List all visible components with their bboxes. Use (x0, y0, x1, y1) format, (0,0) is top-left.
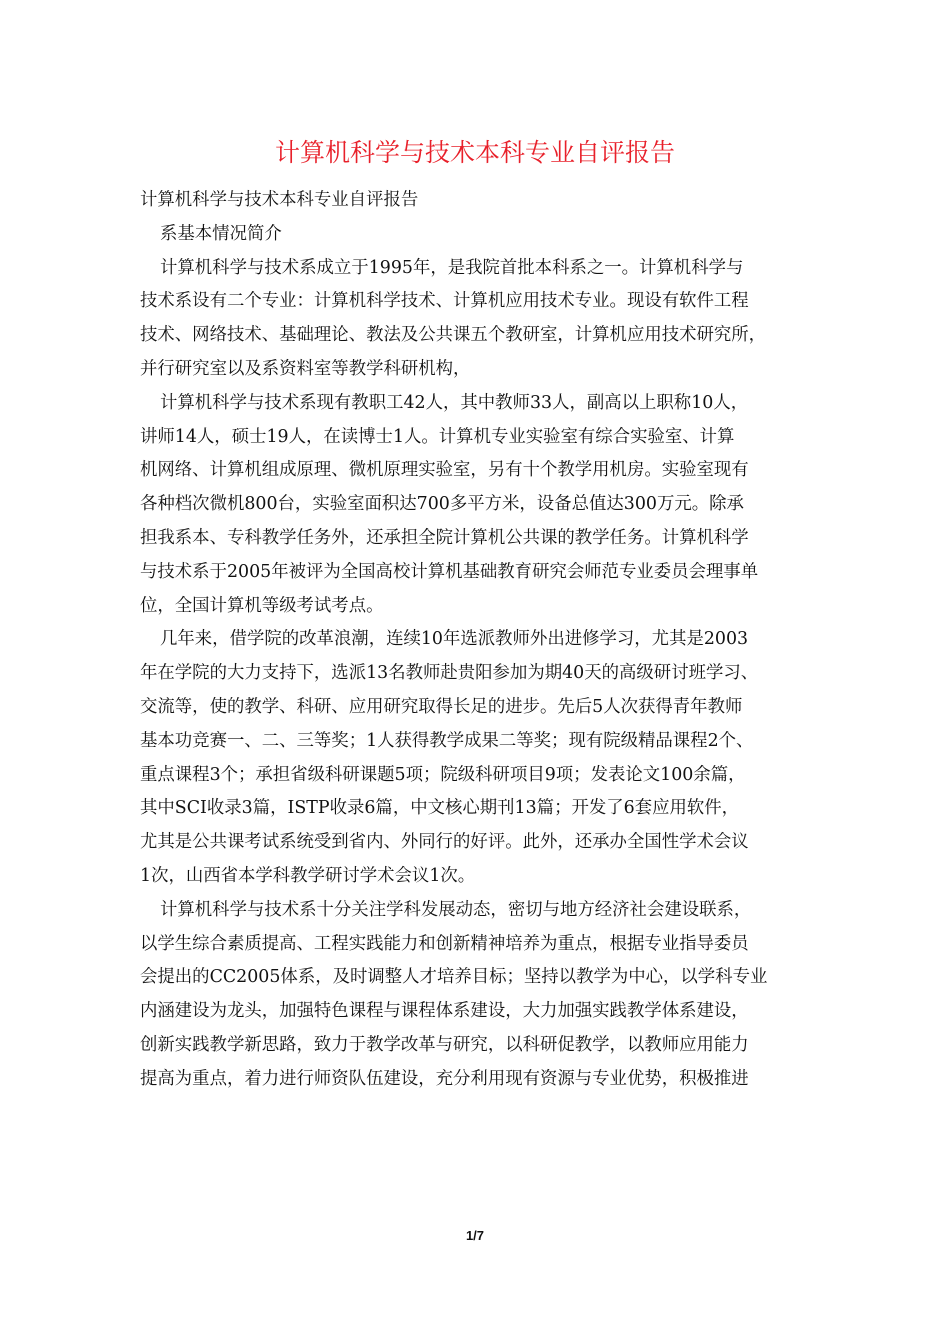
paragraph-line: 提高为重点，着力进行师资队伍建设，充分利用现有资源与专业优势，积极推进 (140, 1068, 749, 1089)
section-heading: 系基本情况简介 (160, 223, 282, 244)
document-body (140, 184, 820, 1097)
paragraph-line: 内涵建设为龙头，加强特色课程与课程体系建设，大力加强实践教学体系建设， (140, 1001, 749, 1022)
paragraph-line: 基本功竞赛一、二、三等奖；1人获得教学成果二等奖；现有院级精品课程2个、 (140, 730, 754, 751)
paragraph-line: 计算机科学与技术系现有教职工42人，其中教师33人，副高以上职称10人， (160, 392, 749, 413)
paragraph-line: 各种档次微机800台，实验室面积达700多平方米，设备总值达300万元。除承 (140, 494, 744, 515)
paragraph-line: 机网络、计算机组成原理、微机原理实验室，另有十个教学用机房。实验室现有 (140, 460, 749, 481)
paragraph-line: 并行研究室以及系资料室等教学科研机构， (140, 358, 471, 379)
paragraph-line: 技术系设有二个专业：计算机科学技术、计算机应用技术专业。现设有软件工程 (140, 291, 749, 312)
page-number: 1/7 (465, 1228, 485, 1243)
paragraph (140, 623, 820, 893)
paragraph-line: 位，全国计算机等级考试考点。 (140, 595, 384, 616)
paragraph-line: 与技术系于2005年被评为全国高校计算机基础教育研究会师范专业委员会理事单 (140, 561, 759, 582)
paragraph-line: 计算机科学与技术系十分关注学科发展动态，密切与地方经济社会建设联系， (160, 899, 752, 920)
paragraph-line: 几年来，借学院的改革浪潮，连续10年选派教师外出进修学习，尤其是2003 (160, 629, 749, 650)
paragraph (140, 252, 820, 387)
paragraph-line: 技术、网络技术、基础理论、教法及公共课五个教研室，计算机应用技术研究所， (140, 325, 767, 346)
paragraph-line: 年在学院的大力支持下，选派13名教师赴贵阳参加为期40天的高级研讨班学习、 (140, 663, 759, 684)
paragraph-line: 重点课程3个；承担省级科研课题5项；院级科研项目9项；发表论文100余篇， (140, 764, 746, 785)
paragraph-line: 创新实践教学新思路，致力于教学改革与研究，以科研促教学，以教师应用能力 (140, 1034, 749, 1055)
paragraph (140, 387, 820, 624)
paragraph-line: 其中SCI收录3篇，ISTP收录6篇，中文核心期刊13篇；开发了6套应用软件， (140, 798, 740, 819)
paragraph-line: 尤其是公共课考试系统受到省内、外同行的好评。此外，还承办全国性学术会议 (140, 832, 749, 853)
document-title: 计算机科学与技术本科专业自评报告 (274, 138, 675, 167)
paragraph-line: 1次，山西省本学科教学研讨学术会议1次。 (140, 865, 476, 886)
paragraph-line: 担我系本、专科教学任务外，还承担全院计算机公共课的教学任务。计算机科学 (140, 527, 749, 548)
paragraph-line: 会提出的CC2005体系，及时调整人才培养目标；坚持以教学为中心，以学科专业 (140, 967, 768, 988)
paragraph-line: 交流等，使的教学、科研、应用研究取得长足的进步。先后5人次获得青年教师 (140, 696, 743, 717)
paragraph-line: 以学生综合素质提高、工程实践能力和创新精神培养为重点，根据专业指导委员 (140, 933, 749, 954)
paragraph-line: 讲师14人，硕士19人，在读博士1人。计算机专业实验室有综合实验室、计算 (140, 426, 735, 447)
paragraph-line: 计算机科学与技术系成立于1995年，是我院首批本科系之一。计算机科学与 (160, 257, 744, 278)
document-subtitle: 计算机科学与技术本科专业自评报告 (140, 190, 419, 210)
paragraph (140, 894, 820, 1097)
